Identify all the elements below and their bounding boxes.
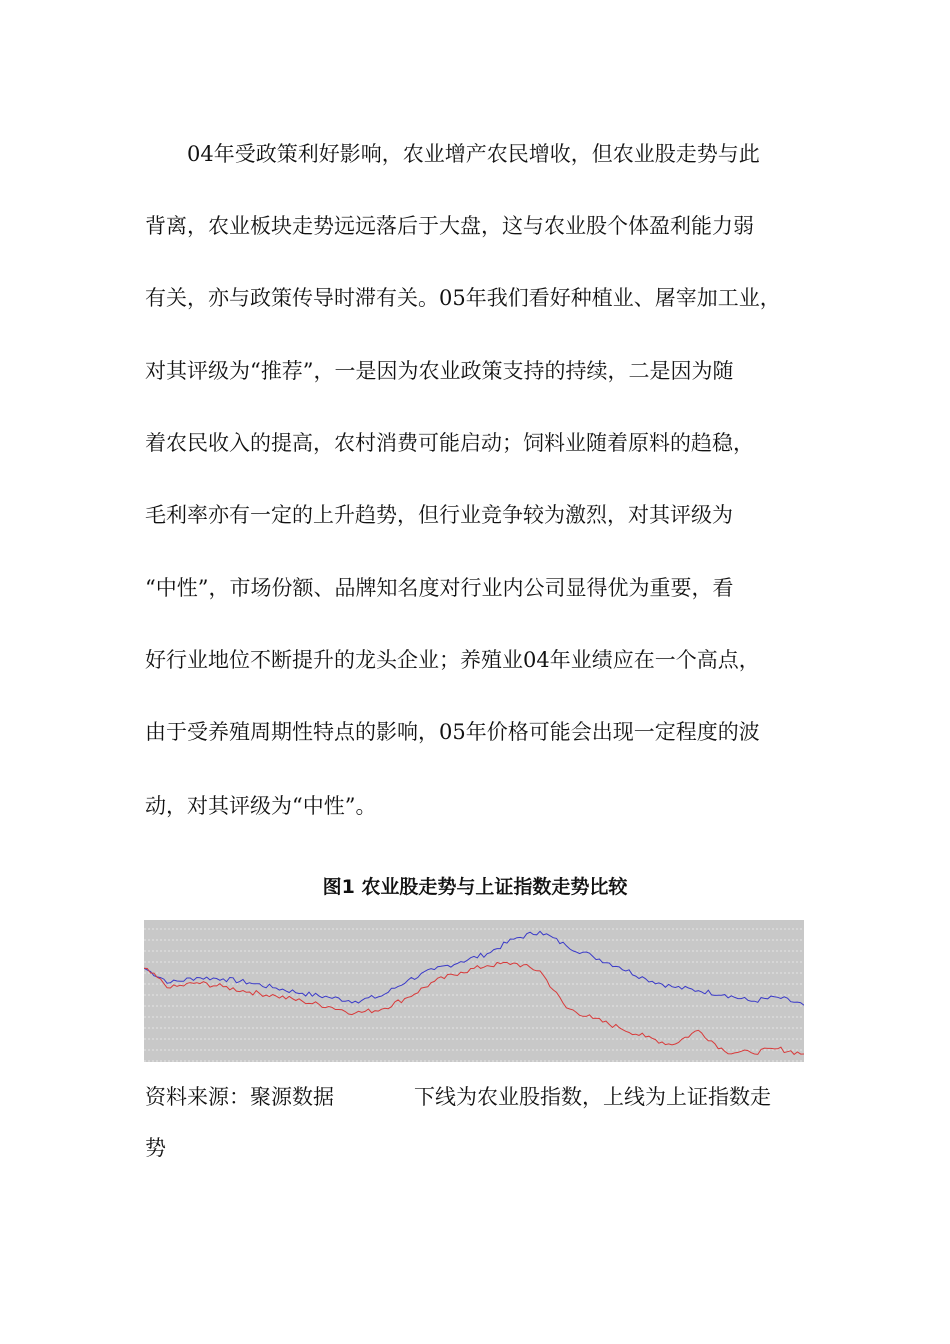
paragraph-line: 着农民收入的提高，农村消费可能启动；饲料业随着原料的趋稳， bbox=[145, 431, 754, 455]
paragraph-line: 背离，农业板块走势远远落后于大盘，这与农业股个体盈利能力弱 bbox=[145, 214, 754, 238]
line-legend-note: 下线为农业股指数，上线为上证指数走 bbox=[414, 1085, 771, 1109]
paragraph-line: 由于受养殖周期性特点的影响，05年价格可能会出现一定程度的波 bbox=[145, 720, 760, 744]
figure-title: 图1 农业股走势与上证指数走势比较 bbox=[322, 876, 628, 898]
caption-continuation: 势 bbox=[145, 1136, 166, 1160]
chart-svg bbox=[144, 920, 804, 1062]
source-note: 资料来源：聚源数据 bbox=[145, 1085, 334, 1109]
line-chart bbox=[144, 920, 804, 1062]
paragraph-line: 毛利率亦有一定的上升趋势，但行业竞争较为激烈，对其评级为 bbox=[145, 503, 733, 527]
paragraph-line: 有关，亦与政策传导时滞有关。05年我们看好种植业、屠宰加工业， bbox=[145, 286, 781, 310]
paragraph-line: “中性”，市场份额、品牌知名度对行业内公司显得优为重要，看 bbox=[145, 576, 734, 600]
paragraph-line: 04年受政策利好影响，农业增产农民增收，但农业股走势与此 bbox=[145, 142, 760, 166]
paragraph-line: 好行业地位不断提升的龙头企业；养殖业04年业绩应在一个高点， bbox=[145, 648, 760, 672]
figure-caption bbox=[145, 1083, 805, 1111]
paragraph-line: 对其评级为“推荐”，一是因为农业政策支持的持续，二是因为随 bbox=[145, 359, 734, 383]
paragraph-line: 动，对其评级为“中性”。 bbox=[145, 794, 377, 818]
